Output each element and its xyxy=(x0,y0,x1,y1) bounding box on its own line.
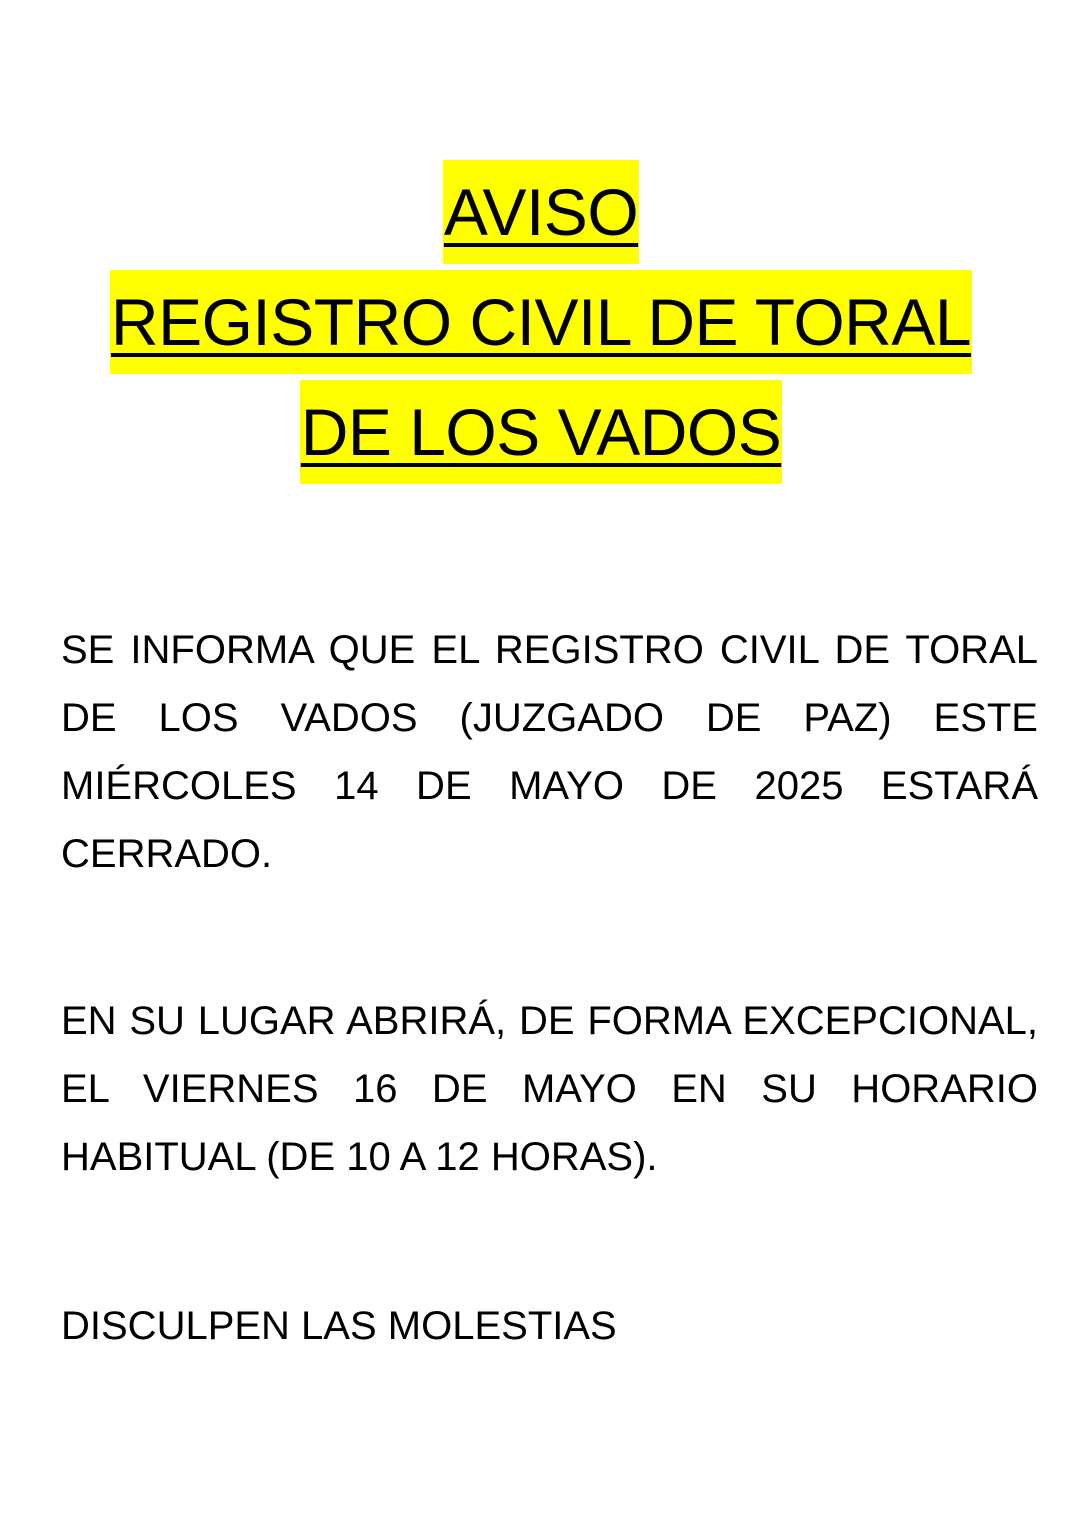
paragraph-apology: DISCULPEN LAS MOLESTIAS xyxy=(61,1304,617,1348)
paragraph-opening: EN SU LUGAR ABRIRÁ, DE FORMA EXCEPCIONAL, EL VIERNES 16 DE MAYO EN SU HORARIO HABITUAL (DE 10 A 12 HORAS). xyxy=(61,999,1038,1179)
notice-title xyxy=(0,160,1082,490)
title-registro-civil: REGISTRO CIVIL DE TORAL xyxy=(110,270,972,374)
title-de-los-vados: DE LOS VADOS xyxy=(300,380,783,484)
title-line-registro xyxy=(0,270,1082,380)
title-aviso: AVISO xyxy=(443,160,639,264)
paragraph-closure: SE INFORMA QUE EL REGISTRO CIVIL DE TORAL DE LOS VADOS (JUZGADO DE PAZ) ESTE MIÉRCOLES 14 DE MAYO DE 2025 ESTARÁ CERRADO. xyxy=(61,628,1038,876)
title-line-vados xyxy=(0,380,1082,490)
title-line-aviso xyxy=(0,160,1082,270)
